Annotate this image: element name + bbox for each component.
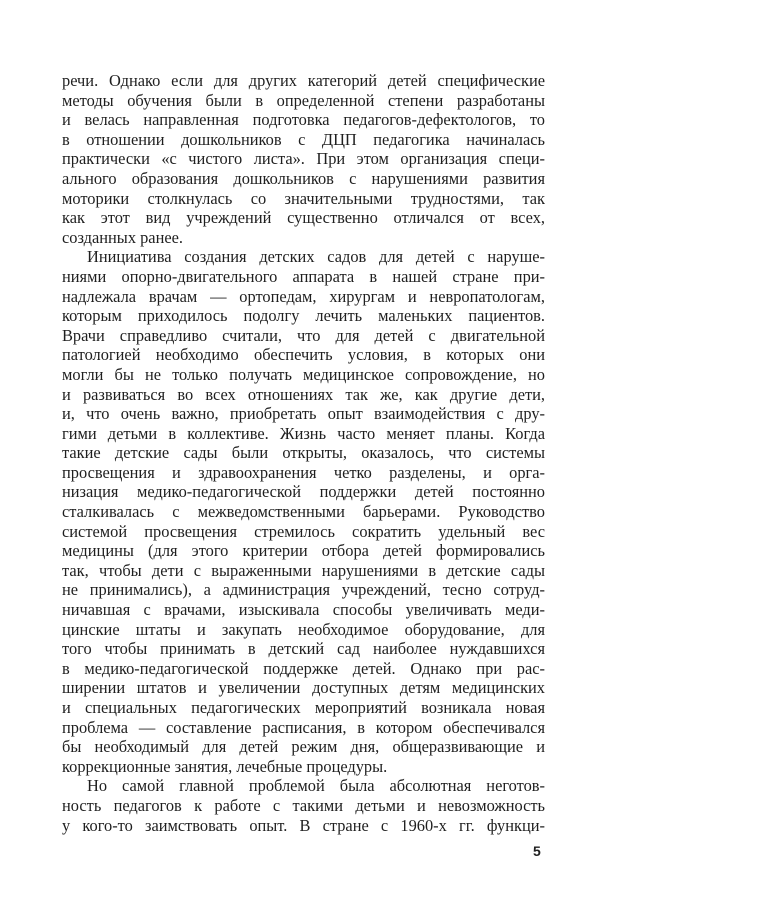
text-line: которым приходилось подолгу лечить маленьких пациентов. — [62, 306, 545, 326]
page-number: 5 — [533, 843, 541, 859]
text-line: просвещения и здравоохранения четко разделены, и орга- — [62, 462, 545, 482]
text-line: ширении штатов и увеличении доступных детям медицинских — [62, 678, 545, 698]
text-line: моторики столкнулась со значительными трудностями, так — [62, 188, 545, 208]
text-line: ального образования дошкольников с нарушениями развития — [62, 168, 545, 188]
text-line: ниями опорно-двигательного аппарата в нашей стране при- — [62, 266, 545, 286]
text-line: могли бы не только получать медицинское сопровождение, но — [62, 364, 545, 384]
text-line: в медико-педагогической поддержке детей. Однако при рас- — [62, 658, 545, 678]
page-body — [62, 71, 545, 835]
text-line: методы обучения были в определенной степени разработаны — [62, 90, 545, 110]
text-line: патологией необходимо обеспечить условия, в которых они — [62, 345, 545, 365]
text-line: и развиваться во всех отношениях так же, как другие дети, — [62, 384, 545, 404]
text-line: созданных ранее. — [62, 227, 184, 247]
text-line: проблема — составление расписания, в котором обеспечивался — [62, 717, 545, 737]
text-line: гими детьми в коллективе. Жизнь часто меняет планы. Когда — [62, 423, 545, 443]
paragraph — [62, 71, 545, 247]
text-line: бы необходимый для детей режим дня, общеразвивающие и — [62, 737, 545, 757]
text-line: коррекционные занятия, лечебные процедуры. — [62, 756, 388, 776]
text-line: и велась направленная подготовка педагогов-дефектологов, то — [62, 110, 545, 130]
text-line: Инициатива создания детских садов для детей с наруше- — [87, 247, 545, 267]
text-line: такие детские сады были открыты, оказалось, что системы — [62, 443, 545, 463]
text-line: в отношении дошкольников с ДЦП педагогика начиналась — [62, 129, 545, 149]
text-line: так, чтобы дети с выраженными нарушениями в детские сады — [62, 560, 545, 580]
text-line: низация медико-педагогической поддержки детей постоянно — [62, 482, 545, 502]
text-line: Врачи справедливо считали, что для детей с двигательной — [62, 325, 545, 345]
text-line: ность педагогов к работе с такими детьми и невозможность — [62, 795, 545, 815]
paragraph — [62, 247, 545, 776]
text-line: у кого-то заимствовать опыт. В стране с 1960-х гг. функци- — [62, 815, 545, 835]
text-line: и специальных педагогических мероприятий возникала новая — [62, 698, 545, 717]
text-line: цинские штаты и закупать необходимое оборудование, для — [62, 619, 545, 639]
text-line: сталкивалась с межведомственными барьерами. Руководство — [62, 502, 545, 522]
text-line: надлежала врачам — ортопедам, хирургам и невропатологам, — [62, 286, 545, 306]
text-line: практически «с чистого листа». При этом организация специ- — [62, 149, 545, 169]
text-line: не принимались), а администрация учреждений, тесно сотруд- — [62, 580, 545, 600]
text-line: Но самой главной проблемой была абсолютная неготов- — [87, 776, 545, 796]
text-line: речи. Однако если для других категорий детей специфические — [62, 71, 545, 90]
paragraph — [62, 776, 545, 835]
text-line: медицины (для этого критерии отбора детей формировались — [62, 541, 545, 561]
text-line: системой просвещения стремилось сократить удельный вес — [62, 521, 545, 541]
text-line: и, что очень важно, приобретать опыт взаимодействия с дру- — [62, 404, 545, 424]
text-line: того чтобы принимать в детский сад наиболее нуждавшихся — [62, 639, 545, 659]
text-line: ничавшая с врачами, изыскивала способы увеличивать меди- — [62, 600, 545, 620]
text-line: как этот вид учреждений существенно отличался от всех, — [62, 208, 545, 228]
